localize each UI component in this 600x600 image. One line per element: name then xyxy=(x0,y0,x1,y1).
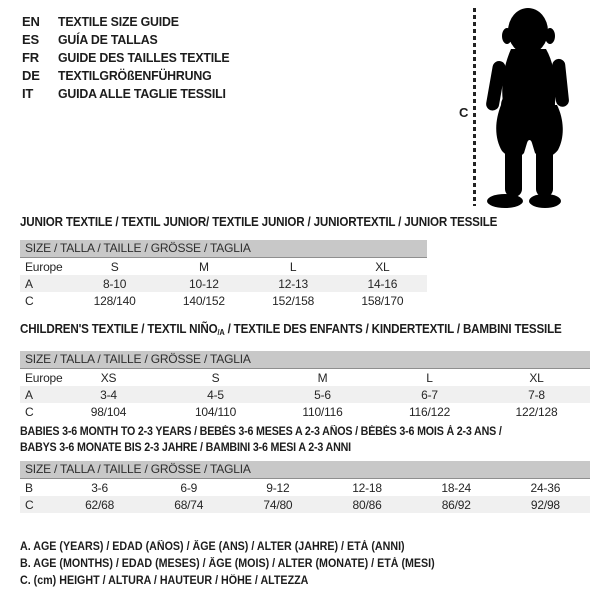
table-cell: L xyxy=(426,370,433,385)
size-header-bar: SIZE / TALLA / TAILLE / GRÖSSE / TAGLIA xyxy=(20,461,590,479)
table-row xyxy=(20,496,590,513)
language-code: FR xyxy=(22,50,39,65)
table-cell: 6-7 xyxy=(421,387,438,402)
junior-size-table xyxy=(20,240,427,309)
table-cell: M xyxy=(317,370,328,385)
row-label: A xyxy=(25,387,33,402)
table-cell: M xyxy=(198,259,209,274)
table-row xyxy=(20,292,427,309)
language-row xyxy=(22,31,238,49)
children-section-heading xyxy=(20,322,562,337)
row-label: Europe xyxy=(25,370,63,385)
language-title: GUIDA ALLE TAGLIE TESSILI xyxy=(58,86,226,101)
babies-heading-line1: BABIES 3-6 MONTH TO 2-3 YEARS / BEBÉS 3-6 MESES A 2-3 AÑOS / BÉBÉS 3-6 MOIS À 2-3 ANS / xyxy=(20,426,502,438)
table-cell: 122/128 xyxy=(515,404,558,419)
table-cell: L xyxy=(289,259,297,274)
row-label: A xyxy=(25,276,33,291)
language-code: DE xyxy=(22,68,40,83)
table-cell: 4-5 xyxy=(207,387,224,402)
footnote-age-months: B. AGE (MONTHS) / EDAD (MESES) / ÂGE (MOIS) / ALTER (MONATE) / ETÀ (MESI) xyxy=(20,558,435,570)
table-row xyxy=(20,369,590,386)
size-header-bar: SIZE / TALLA / TAILLE / GRÖSSE / TAGLIA xyxy=(20,240,427,258)
table-cell: 18-24 xyxy=(441,480,472,495)
table-cell: 3-6 xyxy=(91,480,108,495)
language-title: GUÍA DE TALLAS xyxy=(58,32,158,47)
babies-heading-line2: BABYS 3-6 MONATE BIS 2-3 JAHRE / BAMBINI 3-6 MESI A 2-3 ANNI xyxy=(20,442,351,454)
row-label: Europe xyxy=(25,259,63,274)
babies-size-table xyxy=(20,461,590,513)
table-cell: 12-13 xyxy=(278,276,308,291)
table-row xyxy=(20,403,590,420)
children-size-table xyxy=(20,351,590,420)
language-row xyxy=(22,49,238,67)
children-heading-text: CHILDREN'S TEXTILE / TEXTIL NIÑO xyxy=(20,322,218,336)
table-cell: 10-12 xyxy=(189,276,219,291)
language-row xyxy=(22,67,238,85)
table-cell: 3-4 xyxy=(100,387,117,402)
table-row xyxy=(20,479,590,496)
table-cell: 140/152 xyxy=(182,293,225,308)
row-label: C xyxy=(25,404,34,419)
table-cell: 6-9 xyxy=(180,480,198,495)
table-row xyxy=(20,386,590,403)
table-cell: 14-16 xyxy=(367,276,398,291)
junior-section-heading: JUNIOR TEXTILE / TEXTIL JUNIOR/ TEXTILE JUNIOR / JUNIORTEXTIL / JUNIOR TESSILE xyxy=(20,215,498,229)
table-cell: 92/98 xyxy=(530,497,560,512)
size-header-bar: SIZE / TALLA / TAILLE / GRÖSSE / TAGLIA xyxy=(20,351,590,369)
table-cell: 7-8 xyxy=(528,387,545,402)
table-cell: 74/80 xyxy=(263,497,293,512)
footnotes xyxy=(20,539,466,590)
baby-silhouette-image xyxy=(481,5,579,210)
table-cell: XL xyxy=(375,259,390,274)
table-row xyxy=(20,275,427,292)
table-cell: 152/158 xyxy=(272,293,315,308)
language-title: TEXTILGRÖßENFÜHRUNG xyxy=(58,68,212,83)
language-code: EN xyxy=(22,14,40,29)
table-row xyxy=(20,258,427,275)
table-cell: 128/140 xyxy=(93,293,136,308)
language-code: IT xyxy=(22,86,34,101)
table-cell: 104/110 xyxy=(194,404,237,419)
table-cell: 110/116 xyxy=(302,404,343,419)
language-title: GUIDE DES TAILLES TEXTILE xyxy=(58,50,230,65)
row-label: B xyxy=(25,480,33,495)
table-cell: 68/74 xyxy=(174,497,204,512)
children-heading-subscript: /A xyxy=(217,328,225,337)
height-measure-label: C xyxy=(459,105,469,120)
table-cell: 116/122 xyxy=(408,404,451,419)
table-cell: 5-6 xyxy=(314,387,331,402)
table-cell: 9-12 xyxy=(266,480,290,495)
table-cell: 158/170 xyxy=(361,293,404,308)
language-code: ES xyxy=(22,32,39,47)
language-legend xyxy=(22,13,238,103)
table-cell: 24-36 xyxy=(530,480,561,495)
table-cell: 80/86 xyxy=(352,497,382,512)
table-cell: S xyxy=(110,259,119,274)
table-cell: 8-10 xyxy=(103,276,127,291)
table-cell: 86/92 xyxy=(441,497,471,512)
babies-section-heading xyxy=(20,424,538,456)
children-heading-text: / TEXTILE DES ENFANTS / KINDERTEXTIL / BAMBINI TESSILE xyxy=(224,322,562,336)
table-cell: 12-18 xyxy=(352,480,382,495)
language-row xyxy=(22,13,238,31)
language-row xyxy=(22,85,238,103)
footnote-height: C. (cm) HEIGHT / ALTURA / HAUTEUR / HÖHE / ALTEZZA xyxy=(20,575,309,587)
footnote-age-years: A. AGE (YEARS) / EDAD (AÑOS) / ÂGE (ANS) / ALTER (JAHRE) / ETÀ (ANNI) xyxy=(20,541,405,553)
table-cell: XS xyxy=(100,370,117,385)
row-label: C xyxy=(25,497,34,512)
height-measure-dashed-line xyxy=(473,8,476,206)
table-cell: 62/68 xyxy=(85,497,115,512)
table-cell: 98/104 xyxy=(90,404,127,419)
table-cell: S xyxy=(211,370,220,385)
table-cell: XL xyxy=(529,370,544,385)
language-title: TEXTILE SIZE GUIDE xyxy=(58,14,179,29)
row-label: C xyxy=(25,293,34,308)
